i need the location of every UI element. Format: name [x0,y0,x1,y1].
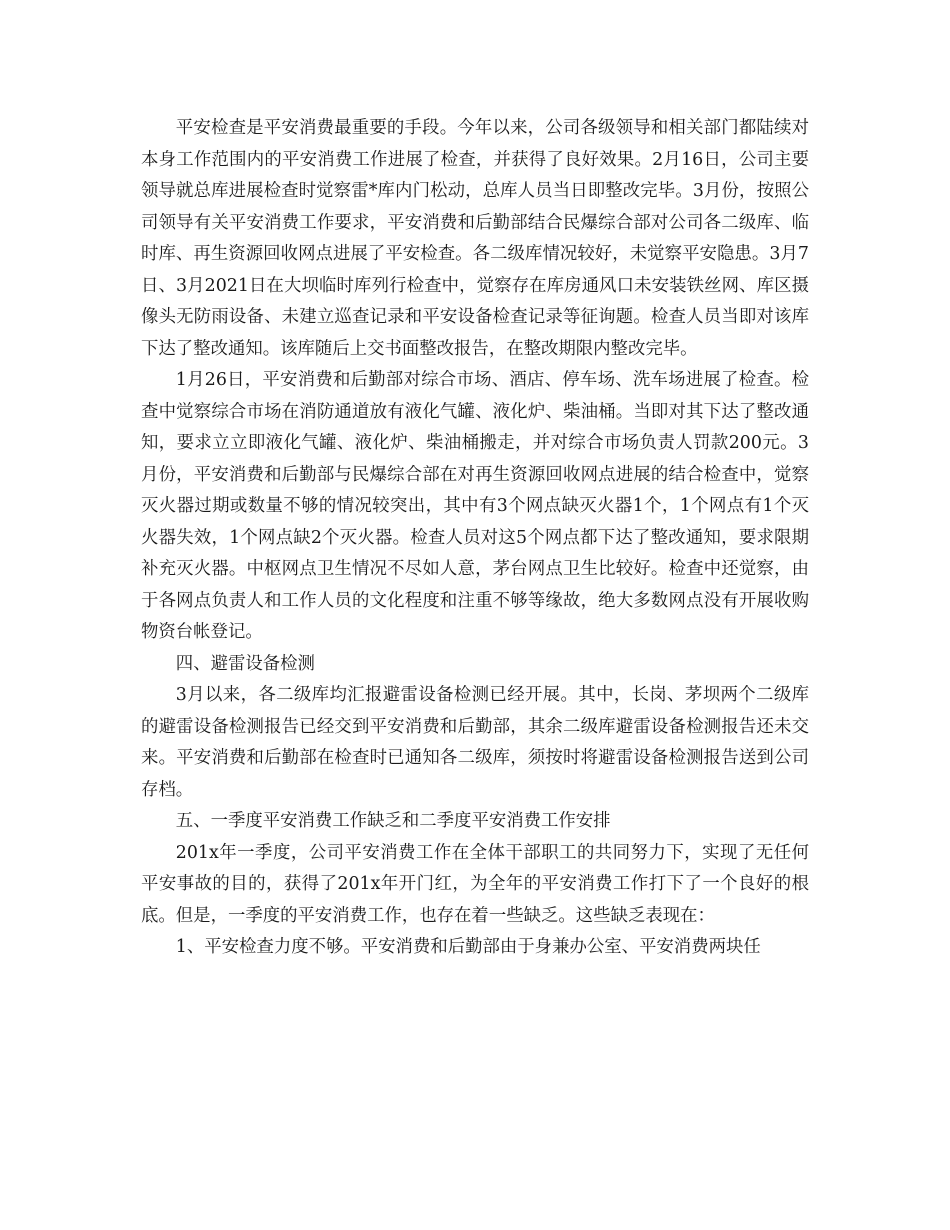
section-heading-q1-shortcomings: 五、一季度平安消费工作缺乏和二季度平安消费工作安排 [175,811,611,831]
document-page [141,113,809,964]
paragraph-shortcoming-1: 1、平安检查力度不够。平安消费和后勤部由于身兼办公室、平安消费两块任 [175,937,761,957]
paragraph-market-inspection: 1月26日，平安消费和后勤部对综合市场、酒店、停车场、洗车场进展了检查。检查中觉察综合市场在消防通道放有液化气罐、液化炉、柴油桶。当即对其下达了整改通知，要求立立即液化气罐、液化炉、柴油桶搬走，并对综合市场负责人罚款200元。3月份，平安消费和后勤部与民爆综合部在对再生资源回收网点进展的结合检查中，觉察灭火器过期或数量不够的情况较突出，其中有3个网点缺灭火器1个，1个网点有1个灭火器失效，1个网点缺2个灭火器。检查人员对这5个网点都下达了整改通知，要求限期补充灭火器。中枢网点卫生情况不尽如人意，茅台网点卫生比较好。检查中还觉察，由于各网点负责人和工作人员的文化程度和注重不够等缘故，绝大多数网点没有开展收购物资台帐登记。 [141,370,809,642]
paragraph-safety-inspection: 平安检查是平安消费最重要的手段。今年以来，公司各级领导和相关部门都陆续对本身工作范围内的平安消费工作进展了检查，并获得了良好效果。2月16日，公司主要领导就总库进展检查时觉察雷*库内门松动，总库人员当日即整改完毕。3月份，按照公司领导有关平安消费工作要求，平安消费和后勤部结合民爆综合部对公司各二级库、临时库、再生资源回收网点进展了平安检查。各二级库情况较好，未觉察平安隐患。3月7日、3月2021日在大坝临时库列行检查中，觉察存在库房通风口未安装铁丝网、库区摄像头无防雨设备、未建立巡查记录和平安设备检查记录等征询题。检查人员当即对该库下达了整改通知。该库随后上交书面整改报告，在整改期限内整改完毕。 [141,118,809,359]
section-heading-lightning: 四、避雷设备检测 [175,653,315,674]
paragraph-q1-summary: 201x年一季度，公司平安消费工作在全体干部职工的共同努力下，实现了无任何平安事故的目的，获得了201x年开门红，为全年的平安消费工作打下了一个良好的根底。但是，一季度的平安消费工作，也存在着一些缺乏。这些缺乏表现在： [141,842,809,926]
paragraph-lightning-testing: 3月以来，各二级库均汇报避雷设备检测已经开展。其中，长岗、茅坝两个二级库的避雷设备检测报告已经交到平安消费和后勤部，其余二级库避雷设备检测报告还未交来。平安消费和后勤部在检查时已通知各二级库，须按时将避雷设备检测报告送到公司存档。 [141,685,809,800]
